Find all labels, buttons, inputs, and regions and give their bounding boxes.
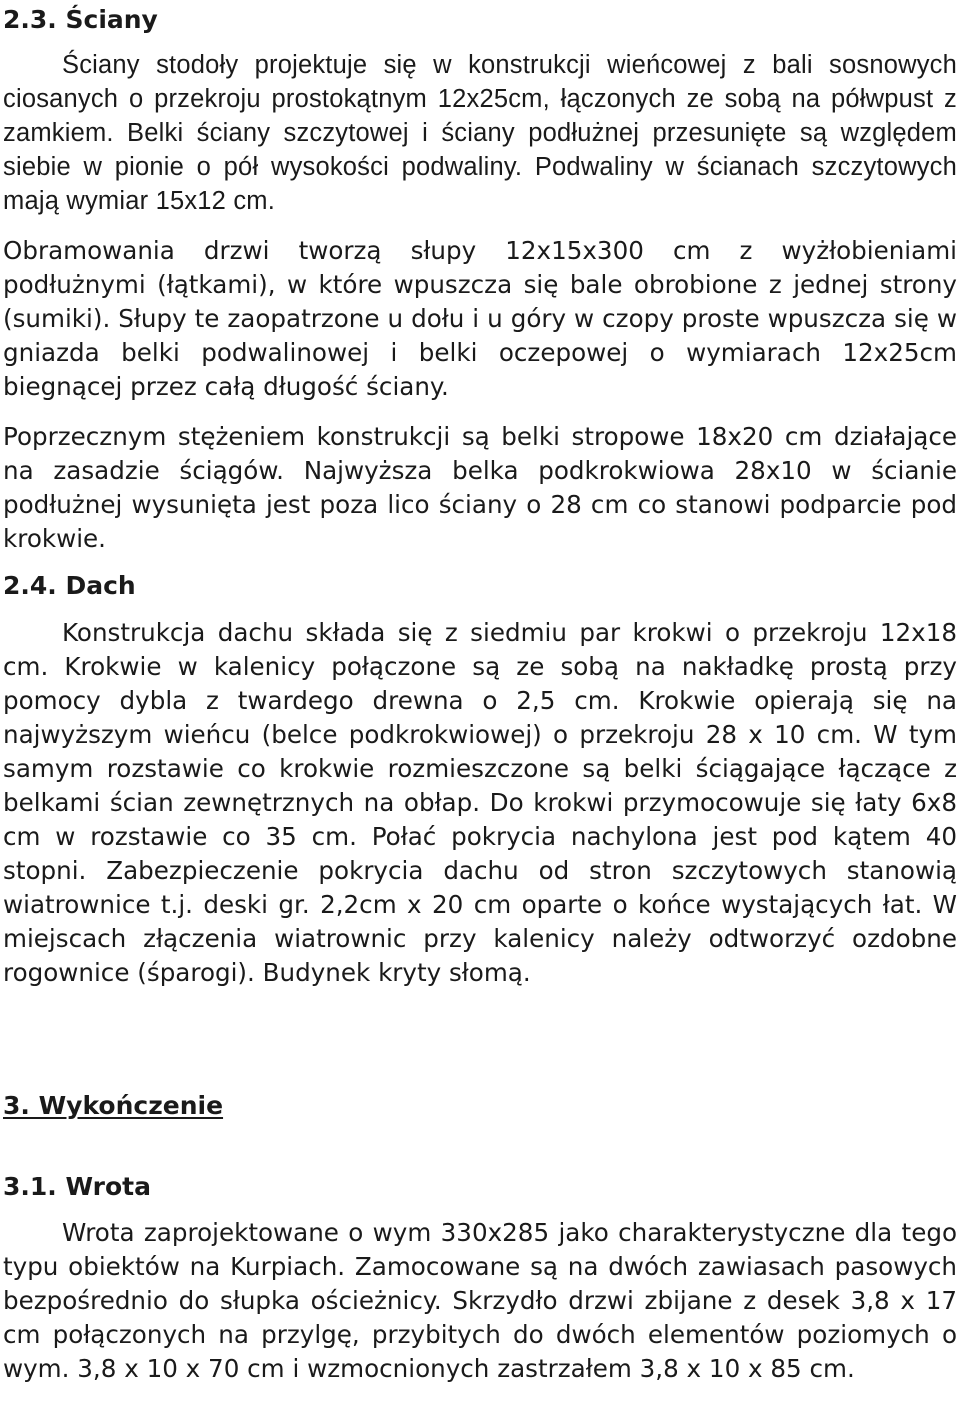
section-heading-walls: 2.3. Ściany bbox=[3, 5, 158, 34]
walls-paragraph-1: Ściany stodoły projektuje się w konstrukcji wieńcowej z bali sosnowych ciosanych o przekroju prostokątnym 12x25cm, łączonych ze sobą na półwpust z zamkiem. Belki ściany szczytowej i ściany podłużnej przesunięte są względem siebie w pionie o pół wysokości podwaliny. Podwaliny w ścianach szczytowych mają wymiar 15x12 cm. bbox=[3, 51, 957, 215]
section-heading-gates: 3.1. Wrota bbox=[3, 1172, 151, 1201]
gates-paragraph: Wrota zaprojektowane o wym 330x285 jako charakterystyczne dla tego typu obiektów na Kurpiach. Zamocowane są na dwóch zawiasach pasowych bezpośrednio do słupka ościeżnicy. Skrzydło drzwi zbijane z desek 3,8 x 17 cm połączonych na przylgę, przybitych do dwóch elementów poziomych o wym. 3,8 x 10 x 70 cm i wzmocnionych zastrzałem 3,8 x 10 x 85 cm. bbox=[3, 1218, 957, 1383]
roof-paragraph: Konstrukcja dachu składa się z siedmiu par krokwi o przekroju 12x18 cm. Krokwie w kalenicy połączone są ze sobą na nakładkę prostą przy pomocy dybla z twardego drewna o 2,5 cm. Krokwie opierają się na najwyższym wieńcu (belce podkrokwiowej) o przekroju 28 x 10 cm. W tym samym rozstawie co krokwie rozmieszczone są belki ściągające łączące z belkami ścian zewnętrznych na obłap. Do krokwi przymocowuje się łaty 6x8 cm w rozstawie co 35 cm. Połać pokrycia nachylona jest pod kątem 40 stopni. Zabezpieczenie pokrycia dachu od stron szczytowych stanowią wiatrownice t.j. deski gr. 2,2cm x 20 cm oparte o końce wystających łat. W miejscach złączenia wiatrownic przy kalenicy należy odtworzyć ozdobne rogownice (śparogi). Budynek kryty słomą. bbox=[3, 618, 957, 987]
section-heading-finishing: 3. Wykończenie bbox=[3, 1091, 224, 1120]
section-heading-roof: 2.4. Dach bbox=[3, 571, 136, 600]
walls-paragraph-2: Obramowania drzwi tworzą słupy 12x15x300 cm z wyżłobieniami podłużnymi (łątkami), w które wpuszcza się bale obrobione z jednej strony (sumiki). Słupy te zaopatrzone u dołu i u góry w czopy proste wpuszcza się w gniazda belki podwalinowej i belki oczepowej o wymiarach 12x25cm biegnącej przez całą długość ściany. bbox=[3, 236, 957, 401]
walls-paragraph-3: Poprzecznym stężeniem konstrukcji są belki stropowe 18x20 cm działające na zasadzie ściągów. Najwyższa belka podkrokwiowa 28x10 w ścianie podłużnej wysunięta jest poza lico ściany o 28 cm co stanowi podparcie pod krokwie. bbox=[3, 422, 957, 553]
